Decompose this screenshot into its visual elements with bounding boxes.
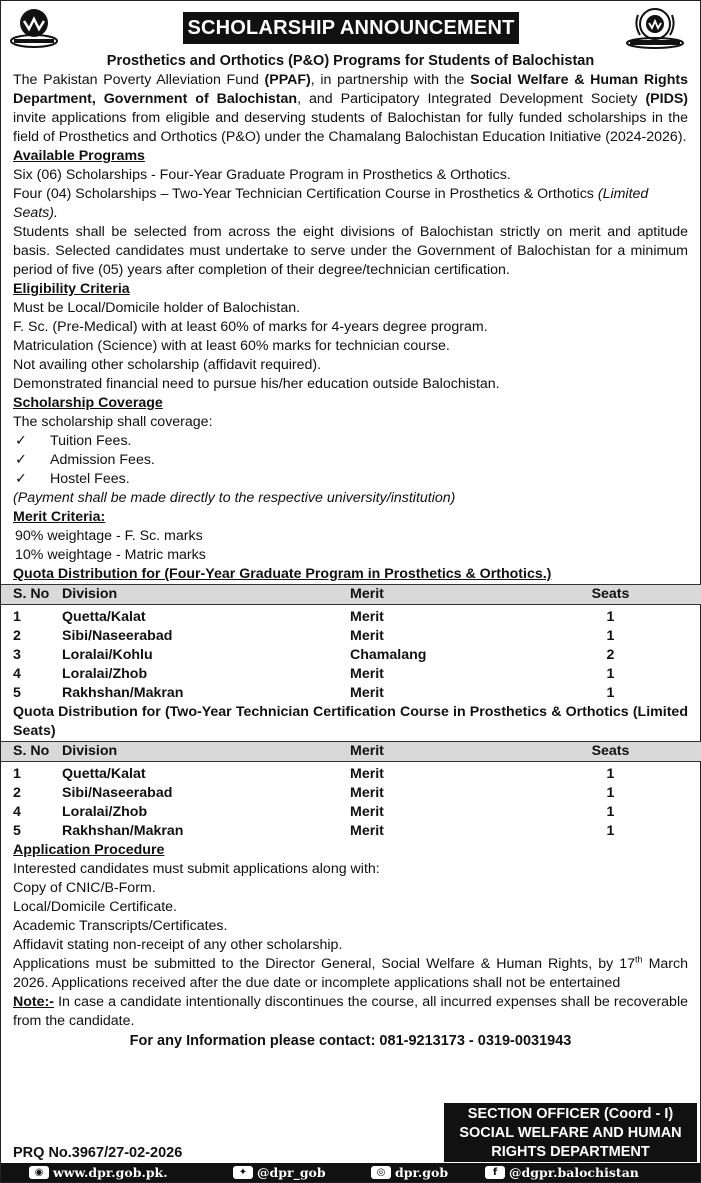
- signature-line: SECTION OFFICER (Coord - I): [467, 1106, 674, 1122]
- announcement-body: [1, 52, 700, 1051]
- col-division: Division: [62, 585, 350, 605]
- cell-division: Sibi/Naseerabad: [62, 628, 173, 644]
- footer-web-text: www.dpr.gob.pk.: [53, 1165, 168, 1180]
- note-text: In case a candidate intentionally discontinues the course, all incurred expenses shall be recoverable from the candidate.: [13, 994, 688, 1029]
- col-division: Division: [62, 742, 350, 762]
- merit-item: 90% weightage - F. Sc. marks: [15, 528, 203, 544]
- coverage-item: [13, 451, 688, 470]
- quota-2-title: Quota Distribution for (Two-Year Technician Certification Course in Prosthetics & Orthotics (Limited Seats): [13, 704, 688, 739]
- table-row: [1, 646, 701, 665]
- cell-sno: 1: [13, 766, 21, 782]
- deadline-sup: th: [635, 954, 643, 965]
- eligibility-item: F. Sc. (Pre-Medical) with at least 60% of marks for 4-years degree program.: [13, 319, 488, 335]
- cell-division: Rakhshan/Makran: [62, 685, 184, 701]
- procedure-item: Local/Domicile Certificate.: [13, 899, 178, 915]
- intro-text-4: invite applications from eligible and deserving students of Balochistan for fully funded scholarships in the field of Prosthetics and Orthotics (P&O) under the Chamalang Balochistan Education Initiative (2024-2026).: [13, 110, 688, 145]
- coverage-intro: The scholarship shall coverage:: [13, 414, 213, 430]
- footer-facebook[interactable]: [485, 1163, 639, 1182]
- prq-number: PRQ No.3967/27-02-2026: [13, 1145, 183, 1161]
- note-label: Note:-: [13, 994, 54, 1010]
- intro-department: Social Welfare & Human Rights Department, Government of Balochistan: [13, 72, 688, 107]
- cell-merit: Merit: [350, 766, 384, 782]
- cell-merit: Merit: [350, 685, 384, 701]
- table-row: [1, 608, 701, 627]
- cell-division: Loralai/Zhob: [62, 666, 148, 682]
- quota-1-title: Quota Distribution for (Four-Year Graduate Program in Prosthetics & Orthotics.): [13, 566, 552, 582]
- coverage-item: [13, 432, 688, 451]
- eligibility-heading: Eligibility Criteria: [13, 281, 130, 297]
- quota-2-table: [1, 741, 701, 841]
- table-row: [1, 822, 701, 841]
- intro-text-2: , in partnership with the: [310, 72, 471, 88]
- col-sno: S. No: [1, 585, 62, 605]
- cell-sno: 5: [13, 685, 21, 701]
- signature-line: SOCIAL WELFARE AND HUMAN: [459, 1125, 682, 1141]
- table-row: [1, 627, 701, 646]
- cell-seats: 1: [606, 685, 615, 701]
- table-header-row: [1, 742, 701, 762]
- table-row: [1, 803, 701, 822]
- procedure-item: Academic Transcripts/Certificates.: [13, 918, 228, 934]
- announcement-banner: SCHOLARSHIP ANNOUNCEMENT: [183, 12, 519, 44]
- cell-seats: 1: [606, 628, 615, 644]
- program-line-1: Six (06) Scholarships - Four-Year Graduate Program in Prosthetics & Orthotics.: [13, 167, 511, 183]
- programs-heading: Available Programs: [13, 148, 145, 164]
- footer-web[interactable]: [29, 1163, 168, 1182]
- procedure-item: Copy of CNIC/B-Form.: [13, 880, 156, 896]
- deadline-text: Applications must be submitted to the Director General, Social Welfare & Human Rights, by 17: [13, 956, 636, 972]
- footer-instagram-text: dpr.gob: [395, 1165, 449, 1180]
- payment-note: (Payment shall be made directly to the respective university/institution): [13, 490, 456, 506]
- table-row: [1, 784, 701, 803]
- col-seats: Seats: [560, 585, 701, 605]
- program-line-2-limited: (Limited Seats).: [13, 186, 649, 221]
- instagram-icon: ◎: [371, 1166, 391, 1179]
- cell-sno: 4: [13, 804, 21, 820]
- intro-paragraph: [13, 71, 688, 147]
- merit-item: 10% weightage - Matric marks: [15, 547, 206, 563]
- deadline-paragraph: [13, 955, 688, 993]
- table-row: [1, 684, 701, 703]
- cell-division: Rakhshan/Makran: [62, 823, 184, 839]
- contact-line: For any Information please contact: 081-9213173 - 0319-0031943: [129, 1033, 572, 1049]
- cell-seats: 1: [606, 804, 615, 820]
- cell-division: Loralai/Kohlu: [62, 647, 153, 663]
- deadline-text-2: March 2026. Applications received after the due date or incomplete applications shall not be entertained: [13, 956, 688, 991]
- procedure-item: Interested candidates must submit applications along with:: [13, 861, 380, 877]
- procedure-item: Affidavit stating non-receipt of any other scholarship.: [13, 937, 343, 953]
- program-line-2: [13, 185, 688, 223]
- cell-seats: 1: [606, 785, 615, 801]
- cell-sno: 2: [13, 785, 21, 801]
- header: [1, 1, 700, 51]
- eligibility-item: Must be Local/Domicile holder of Balochistan.: [13, 300, 301, 316]
- intro-pids: (PIDS): [645, 91, 688, 107]
- program-subtitle: Prosthetics and Orthotics (P&O) Programs for Students of Balochistan: [106, 53, 595, 69]
- government-seal: [624, 5, 686, 55]
- footer-instagram[interactable]: [371, 1163, 448, 1182]
- cell-sno: 2: [13, 628, 21, 644]
- cell-division: Quetta/Kalat: [62, 766, 146, 782]
- col-merit: Merit: [350, 742, 560, 762]
- col-seats: Seats: [560, 742, 701, 762]
- cell-seats: 2: [606, 647, 615, 663]
- checkmark-icon: ✓: [15, 471, 27, 487]
- cell-sno: 3: [13, 647, 21, 663]
- coverage-item-text: Hostel Fees.: [50, 471, 130, 487]
- cell-merit: Merit: [350, 785, 384, 801]
- facebook-icon: f: [485, 1166, 505, 1179]
- cell-sno: 4: [13, 666, 21, 682]
- cell-merit: Merit: [350, 609, 384, 625]
- col-merit: Merit: [350, 585, 560, 605]
- eligibility-item: Matriculation (Science) with at least 60% marks for technician course.: [13, 338, 450, 354]
- cell-seats: 1: [606, 609, 615, 625]
- cell-sno: 1: [13, 609, 21, 625]
- checkmark-icon: ✓: [15, 433, 27, 449]
- cell-merit: Merit: [350, 823, 384, 839]
- intro-text-1: The Pakistan Poverty Alleviation Fund: [13, 72, 265, 88]
- cell-merit: Merit: [350, 628, 384, 644]
- note-paragraph: [13, 993, 688, 1031]
- signature-line: RIGHTS DEPARTMENT: [491, 1144, 650, 1160]
- coverage-heading: Scholarship Coverage: [13, 395, 163, 411]
- checkmark-icon: ✓: [15, 452, 27, 468]
- intro-ppaf: (PPAF): [264, 72, 311, 88]
- dpr-logo: [9, 5, 59, 55]
- eligibility-item: Not availing other scholarship (affidavit required).: [13, 357, 322, 373]
- cell-seats: 1: [606, 666, 615, 682]
- footer-bar: [1, 1163, 700, 1182]
- coverage-item: [13, 470, 688, 489]
- coverage-item-text: Tuition Fees.: [50, 433, 132, 449]
- procedure-heading: Application Procedure: [13, 842, 165, 858]
- cell-seats: 1: [606, 823, 615, 839]
- cell-division: Quetta/Kalat: [62, 609, 146, 625]
- cell-merit: Merit: [350, 804, 384, 820]
- selection-paragraph: Students shall be selected from across the eight divisions of Balochistan strictly on merit and aptitude basis. Selected candidates must undertake to serve under the Government of Balochistan for a minimum period of five (05) years after completion of their degree/technician certification.: [13, 224, 688, 278]
- globe-icon: ◉: [29, 1166, 49, 1179]
- col-sno: S. No: [1, 742, 62, 762]
- coverage-item-text: Admission Fees.: [50, 452, 155, 468]
- table-row: [1, 765, 701, 784]
- table-row: [1, 665, 701, 684]
- eligibility-item: Demonstrated financial need to pursue his/her education outside Balochistan.: [13, 376, 500, 392]
- cell-division: Sibi/Naseerabad: [62, 785, 173, 801]
- cell-seats: 1: [606, 766, 615, 782]
- cell-merit: Merit: [350, 666, 384, 682]
- merit-heading: Merit Criteria:: [13, 509, 106, 525]
- cell-sno: 5: [13, 823, 21, 839]
- signature-block: [444, 1103, 697, 1162]
- table-header-row: [1, 585, 701, 605]
- intro-text-3: , and Participatory Integrated Development Society: [297, 91, 646, 107]
- quota-1-table: [1, 584, 701, 703]
- footer-facebook-text: @dgpr.balochistan: [509, 1165, 639, 1180]
- cell-division: Loralai/Zhob: [62, 804, 148, 820]
- cell-merit: Chamalang: [350, 647, 427, 663]
- twitter-icon: ✦: [233, 1166, 253, 1179]
- footer-twitter-text: @dpr_gob: [257, 1165, 326, 1180]
- footer-twitter[interactable]: [233, 1163, 326, 1182]
- program-line-2-text: Four (04) Scholarships – Two-Year Technician Certification Course in Prosthetics & Orthotics: [13, 186, 598, 202]
